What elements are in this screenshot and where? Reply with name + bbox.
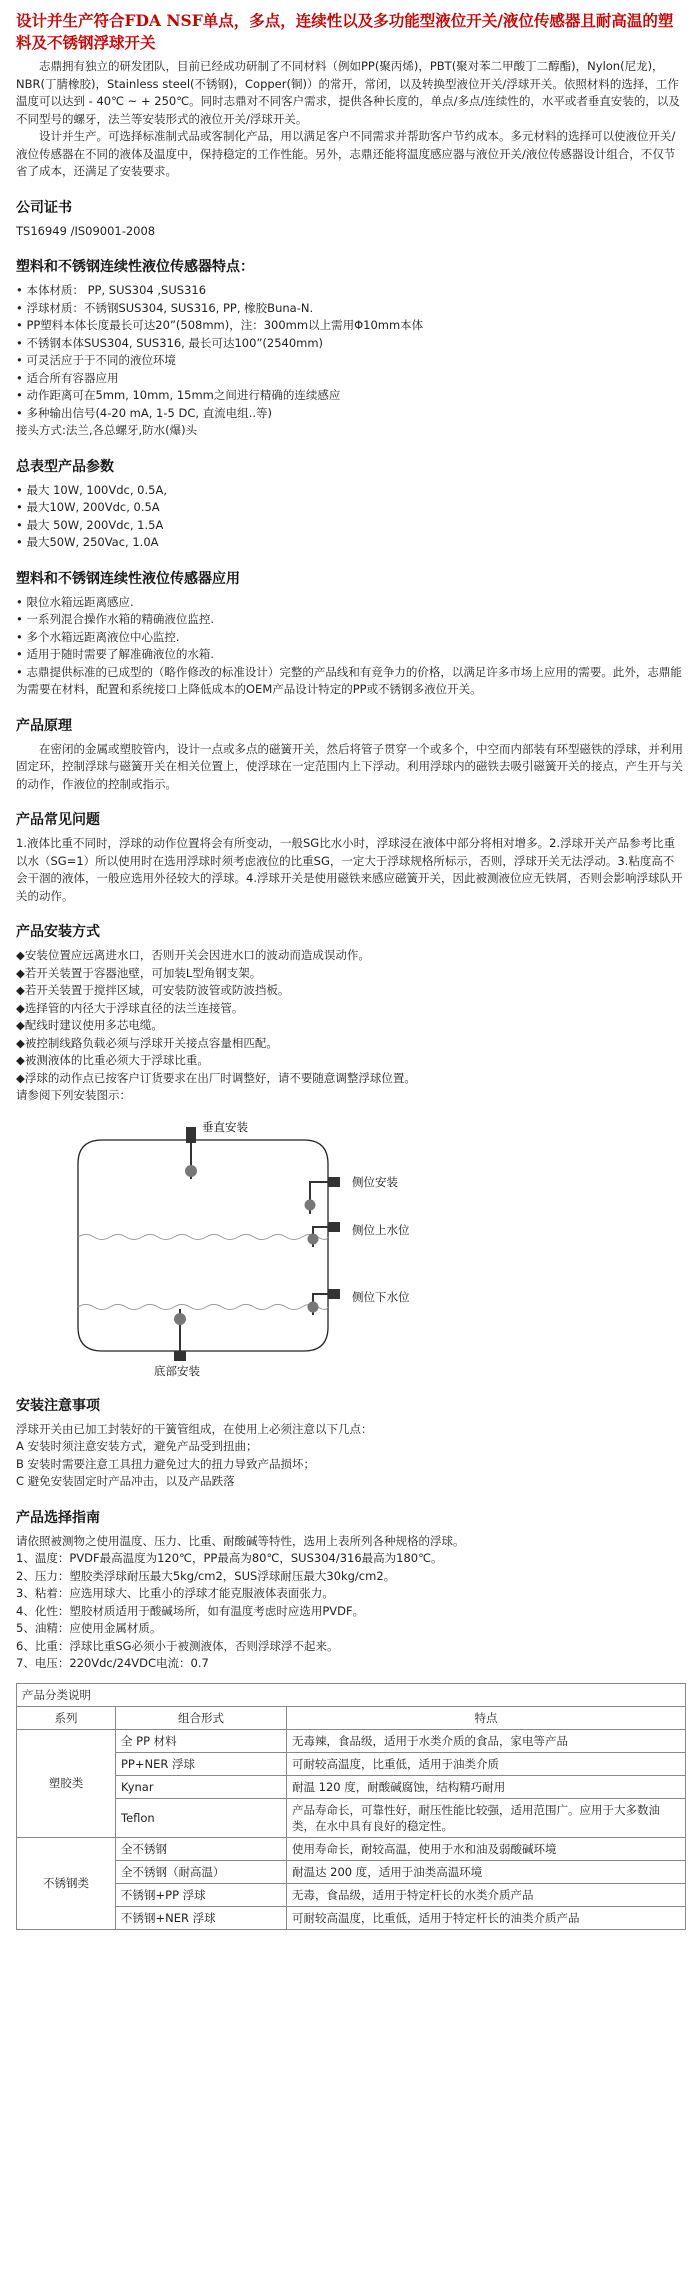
label-lower-level: 侧位下水位 [352,1289,410,1304]
feature-cell: 耐温 120 度，耐酸碱腐蚀，结构精巧耐用 [287,1775,686,1798]
label-upper-level: 侧位上水位 [352,1222,410,1237]
notes-item: B 安装时需要注意工具扭力避免过大的扭力导致产品损坏； [16,1456,316,1471]
table-row [17,1752,686,1775]
install-item: ◆被测液体的比重必须大于浮球比重。 [16,1053,209,1067]
principle-text: 在密闭的金属或塑胶管内，设计一点或多点的磁簧开关，然后将管子贯穿一个或多个，中空而内部装有环型磁铁的浮球，并利用固定环，控制浮球与磁簧开关在相关位置上，使浮球在一定范围内上下浮动。利用浮球内的磁铁去吸引磁簧开关的接点，产生开与关的动作，作液位的控制或指示。 [16,741,683,791]
install-item: ◆浮球的动作点已按客户订货要求在出厂时调整好，请不要随意调整浮球位置。 [16,1070,416,1085]
water-line-upper [78,1234,328,1239]
apps-item: • 多个水箱远距离液位中心监控. [16,629,180,644]
guide-item: 2、压力：塑胶类浮球耐压最大5kg/cm2，SUS浮球耐压最大30kg/cm2。 [16,1568,396,1583]
combination-cell: Kynar [116,1775,287,1798]
guide-item: 4、化性：塑胶材质适用于酸碱场所，如有温度考虑时应选用PVDF。 [16,1603,365,1618]
label-top-mount: 垂直安装 [202,1119,248,1134]
label-bottom-mount: 底部安装 [154,1363,200,1378]
features-item: • 动作距离可在5mm, 10mm, 15mm之间进行精确的连续感应 [16,388,341,402]
table-row [17,1798,686,1837]
series-cell: 塑胶类 [17,1729,116,1837]
feature-cell: 产品寿命长，可靠性好，耐压性能比较强，适用范围广。应用于大多数油类，在水中具有良好的稳定性。 [287,1798,686,1837]
apps-item: • 志鼎提供标准的已成型的（略作修改的标准设计）完整的产品线和有竞争力的价格，以满足许多市场上应用的需要。此外，志鼎能为需要在材料，配置和系统接口上降低成本的OEM产品设计特定的PP或不锈钢多液位开关。 [16,664,682,696]
tank-outline [78,1140,328,1351]
guide-item: 请依照被测物之使用温度、压力、比重、耐酸碱等特性，选用上表所列各种规格的浮球。 [16,1533,465,1548]
notes-item: C 避免安装固定时产品冲击，以及产品跌落 [16,1474,235,1488]
feature-cell: 无毒，食品级，适用于特定杆长的水类介质产品 [287,1883,686,1906]
guide-list [16,1533,684,1673]
install-item: ◆安装位置应远离进水口，否则开关会因进水口的波动而造成误动作。 [16,948,370,962]
notes-list [16,1421,684,1491]
guide-item: 6、比重：浮球比重SG必须小于被测液体，否则浮球浮不起来。 [16,1638,339,1653]
feature-cell: 可耐较高温度，比重低，适用于油类介质 [287,1752,686,1775]
lower-level-float [308,1301,319,1312]
params-item: • 最大50W, 250Vac, 1.0A [16,535,159,549]
guide-item: 3、粘着：应选用球大、比重小的浮球才能克服液体表面张力。 [16,1586,334,1600]
header-features: 特点 [287,1706,686,1729]
combination-cell: 不锈钢+NER 浮球 [116,1906,287,1929]
params-item: • 最大 10W, 100Vdc, 0.5A, [16,482,167,497]
principle-title: 产品原理 [16,717,72,734]
install-title: 产品安装方式 [16,924,100,940]
features-list [16,282,684,440]
faq-text: 1.液体比重不同时，浮球的动作位置将会有所变动，一般SG比水小时，浮球浸在液体中部分将相对增多。2.浮球开关产品参考比重以水（SG=1）所以使用时在选用浮球时须考虑液位的比重SG，一定大于浮球规格所标示，否则，浮球开关无法浮动。3.粘度高不会干涸的液体，一般应选用外径较大的浮球。4.浮球开关是使用磁铁来感应磁簧开关，因此被测液位应无铁屑，否则会影响浮球队开关的动作。 [16,836,683,903]
combination-cell: 不锈钢+PP 浮球 [116,1883,287,1906]
feature-cell: 耐温达 200 度，适用于油类高温环境 [287,1860,686,1883]
header-combination: 组合形式 [116,1706,287,1729]
features-item: 接头方式:法兰,各总螺牙,防水(爆)头 [16,423,198,437]
feature-cell: 使用寿命长，耐较高温，使用于水和油及弱酸碱环境 [287,1837,686,1860]
installation-diagram [60,1119,480,1379]
params-list [16,482,684,552]
combination-cell: Teflon [116,1798,287,1837]
apps-item: • 适用于随时需要了解准确液位的水箱. [16,647,215,661]
features-item: • 多种输出信号(4-20 mA, 1-5 DC, 直流电组..等) [16,405,272,420]
apps-item: • 限位水箱远距离感应. [16,594,134,609]
page-headline: 设计并生产符合FDA NSF单点，多点，连续性以及多功能型液位开关/液位传感器且耐高温的塑料及不锈钢浮球开关 [16,11,674,52]
water-line-lower [78,1304,328,1309]
guide-item: 1、温度：PVDF最高温度为120℃，PP最高为80℃，SUS304/316最高为180℃。 [16,1551,443,1565]
features-item: • 可灵活应于于不同的液位环境 [16,353,176,367]
cert-text: TS16949 /IS09001-2008 [16,223,156,238]
install-item: ◆选择管的内径大于浮球直径的法兰连接管。 [16,1000,244,1015]
install-note: 请参阅下列安装图示： [16,1088,131,1102]
top-mount-head [186,1127,196,1143]
notes-item: 浮球开关由已加工封装好的干簧管组成，在使用上必须注意以下几点： [16,1421,373,1436]
features-item: • 本体材质： PP, SUS304 ,SUS316 [16,283,207,297]
install-item: ◆配线时建议使用多芯电缆。 [16,1018,163,1032]
bottom-mount-float [174,1313,186,1325]
combination-cell: 全 PP 材料 [116,1729,287,1752]
apps-item: • 一系列混合操作水箱的精确液位监控. [16,612,215,626]
tank-svg [60,1119,480,1379]
upper-level-float [308,1233,319,1244]
feature-cell: 可耐较高温度，比重低，适用于特定杆长的油类介质产品 [287,1906,686,1929]
guide-item: 7、电压：220Vdc/24VDC电流：0.7 [16,1656,209,1670]
install-list [16,947,684,1105]
top-mount-float [185,1165,197,1177]
features-title: 塑料和不锈钢连续性液位传感器特点： [16,259,254,275]
table-row [17,1837,686,1860]
feature-cell: 无毒辣，食品级，适用于水类介质的食品，家电等产品 [287,1729,686,1752]
faq-title: 产品常见问题 [16,812,100,828]
product-classification-table [16,1683,686,1930]
intro-paragraph-2: 设计并生产。可选择标准制式品或客制化产品，用以满足客户不同需求并帮助客户节约成本。多元材料的选择可以使液位开关/液位传感器在不同的液体及温度中，保持稳定的工作性能。另外，志鼎还能将温度感应器与液位开关/液位传感器设计组合，不仅节省了成本，还满足了安装要求。 [16,129,676,178]
lower-level-head [328,1289,340,1299]
table-row [17,1906,686,1929]
side-mount-float [305,1199,316,1210]
notes-title: 安装注意事项 [16,1397,100,1414]
guide-item: 5、油精：应使用金属材质。 [16,1621,162,1635]
features-item: • 浮球材质：不锈钢SUS304, SUS316, PP, 橡胶Buna-N. [16,300,314,315]
params-title: 总表型产品参数 [16,458,114,475]
table-row [17,1860,686,1883]
params-item: • 最大10W, 200Vdc, 0.5A [16,500,160,514]
side-mount-head [328,1177,340,1187]
upper-level-head [328,1222,340,1232]
table-row [17,1883,686,1906]
install-item: ◆若开关装置于搅拌区域，可安装防波管或防波挡板。 [16,983,290,997]
table-row [17,1729,686,1752]
table-caption: 产品分类说明 [17,1683,686,1706]
series-cell: 不锈钢类 [17,1837,116,1929]
features-item: • 适合所有容器应用 [16,370,119,385]
apps-list [16,594,684,699]
intro-paragraph-1: 志鼎拥有独立的研发团队，目前已经成功研制了不同材料（例如PP(聚丙烯)，PBT(聚对苯二甲酸丁二醇酯)，Nylon(尼龙)，NBR(丁腈橡胶)，Stainless steel(不锈钢)，Copper(铜)）的常开，常闭，以及转换型液位开关/浮球开关。依照材料的选择，工作温度可以达到 - 40℃ ~ + 250℃。同时志鼎对不同客户需求，提供各种长度的，单点/多点/连续性的，水平或者垂直安装的，以及不同型号的螺牙，法兰等安装形式的液位开关/浮球开关。 [16,59,680,126]
bottom-mount-head [174,1351,186,1361]
combination-cell: PP+NER 浮球 [116,1752,287,1775]
table-row [17,1775,686,1798]
combination-cell: 全不锈钢（耐高温） [116,1860,287,1883]
combination-cell: 全不锈钢 [116,1837,287,1860]
guide-title: 产品选择指南 [16,1509,100,1526]
features-item: • 不锈钢本体SUS304, SUS316, 最长可达100”(2540mm) [16,335,324,350]
apps-title: 塑料和不锈钢连续性液位传感器应用 [16,570,240,587]
params-item: • 最大 50W, 200Vdc, 1.5A [16,517,164,532]
notes-item: A 安装时须注意安装方式，避免产品受到扭曲； [16,1439,258,1453]
install-item: ◆被控制线路负载必须与浮球开关接点容量相匹配。 [16,1035,278,1050]
table-header-row [17,1706,686,1729]
header-series: 系列 [17,1706,116,1729]
label-side-mount: 侧位安装 [352,1174,398,1189]
features-item: • PP塑料本体长度最长可达20”(508mm)，注：300mm以上需用Φ10mm本体 [16,318,424,332]
install-item: ◆若开关装置于容器池壁，可加装L型角钢支架。 [16,965,262,980]
cert-title: 公司证书 [16,199,72,216]
